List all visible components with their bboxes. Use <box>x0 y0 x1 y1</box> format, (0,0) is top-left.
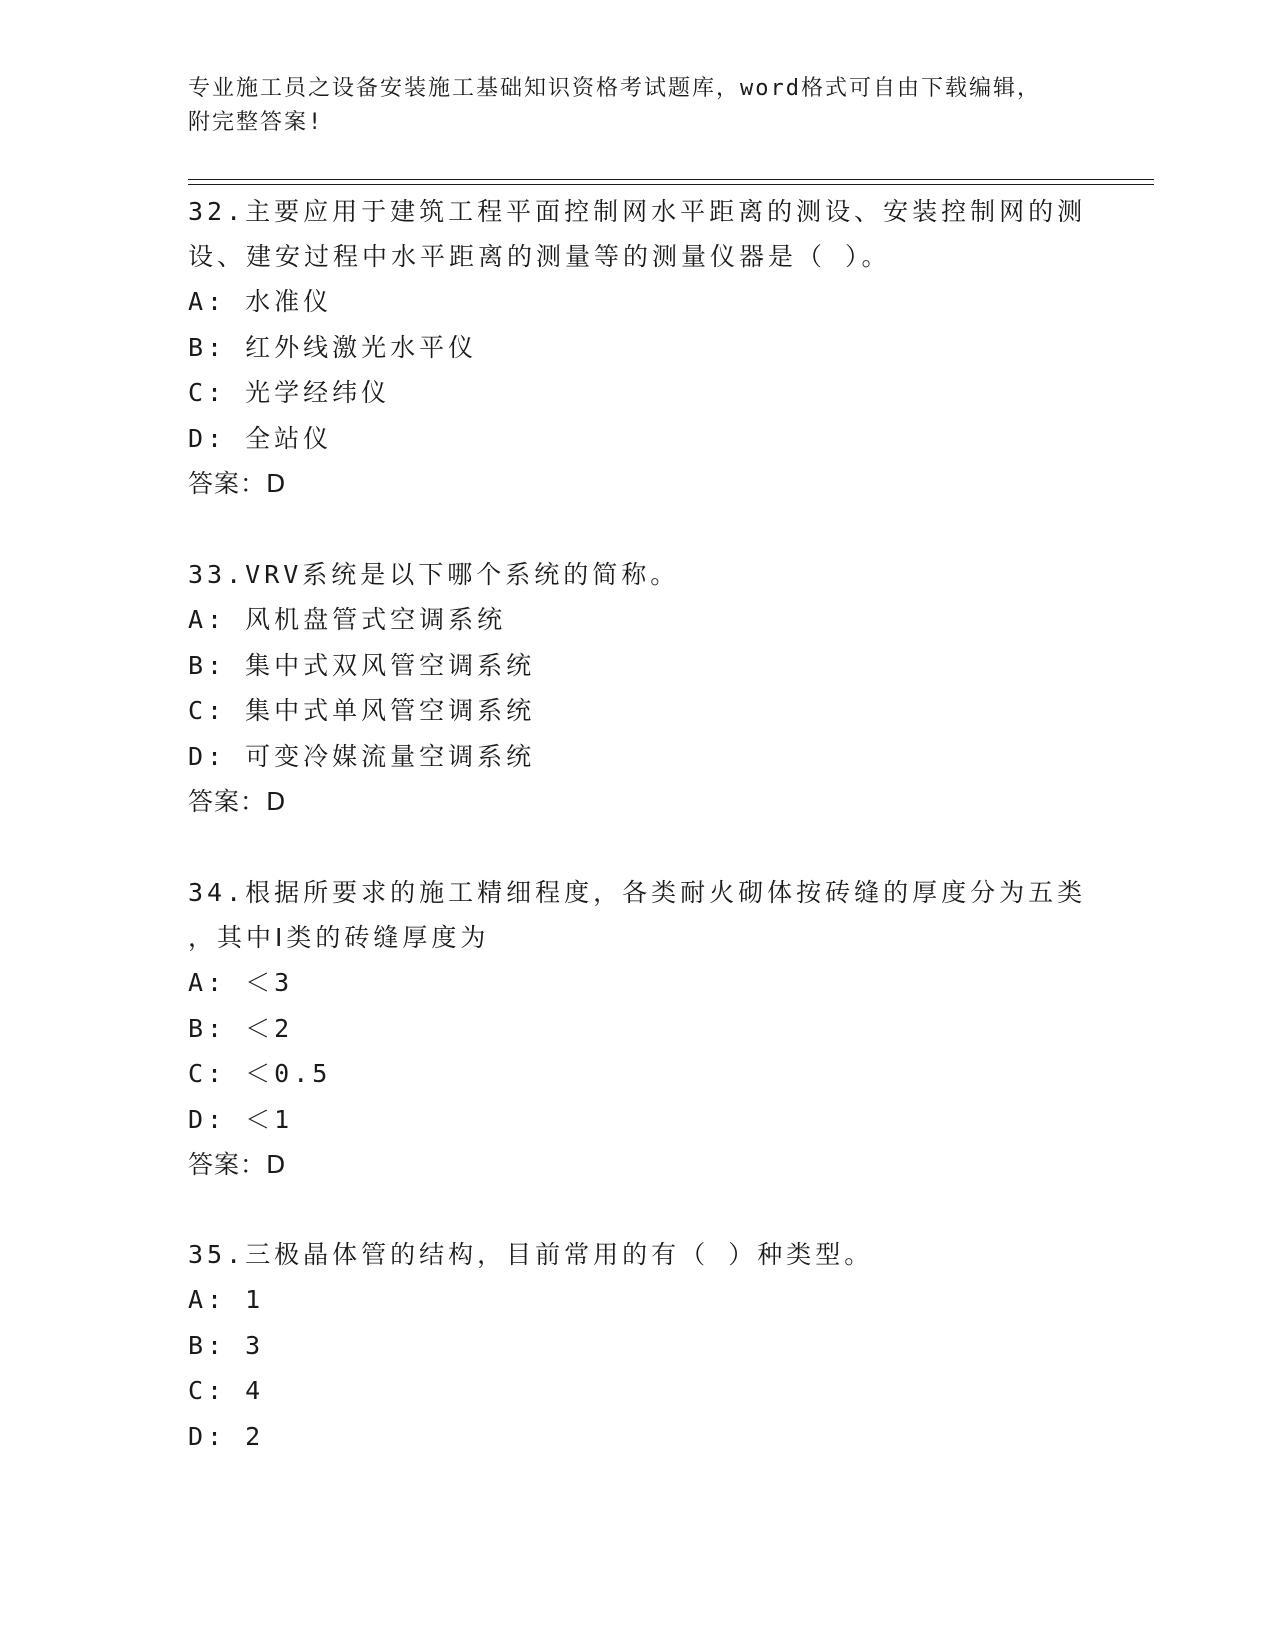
option-b: B: 红外线激光水平仪 <box>188 332 478 362</box>
option-c: C: 光学经纬仪 <box>188 378 391 407</box>
option-c: C: ＜0.5 <box>188 1059 332 1088</box>
option-d: D: 全站仪 <box>188 423 333 453</box>
answer: 答案：D <box>188 469 287 498</box>
option-b: B: 3 <box>188 1330 265 1360</box>
option-a: A: 1 <box>188 1285 265 1314</box>
question-stem-line: 35.三极晶体管的结构，目前常用的有（ ）种类型。 <box>188 1240 874 1269</box>
question-35 <box>188 1232 1088 1459</box>
option-a: A: 水准仪 <box>188 287 333 316</box>
option-c: C: 4 <box>188 1376 265 1405</box>
question-stem-line: 34.根据所要求的施工精细程度，各类耐火砌体按砖缝的厚度分为五类 <box>188 878 1087 907</box>
header-divider-bottom <box>188 184 1154 185</box>
answer: 答案：D <box>188 1150 287 1179</box>
option-a: A: 风机盘管式空调系统 <box>188 605 507 634</box>
document-header <box>188 72 1088 140</box>
header-line-1: 专业施工员之设备安装施工基础知识资格考试题库，word格式可自由下载编辑， <box>188 76 1041 101</box>
option-d: D: 2 <box>188 1421 265 1451</box>
option-b: B: ＜2 <box>188 1013 294 1043</box>
question-32 <box>188 189 1088 506</box>
question-stem-line: ，其中Ⅰ类的砖缝厚度为 <box>188 923 490 952</box>
header-divider-top <box>188 179 1154 180</box>
question-stem-line: 设、建安过程中水平距离的测量等的测量仪器是（ ）。 <box>188 242 891 271</box>
header-line-2: 附完整答案! <box>188 110 324 135</box>
question-34 <box>188 870 1088 1187</box>
option-b: B: 集中式双风管空调系统 <box>188 650 536 680</box>
option-c: C: 集中式单风管空调系统 <box>188 696 536 725</box>
question-33 <box>188 552 1088 824</box>
answer: 答案：D <box>188 787 287 816</box>
option-a: A: ＜3 <box>188 968 294 997</box>
option-d: D: 可变冷媒流量空调系统 <box>188 741 536 771</box>
question-stem-line: 33.VRV系统是以下哪个系统的简称。 <box>188 560 680 589</box>
question-stem-line: 32.主要应用于建筑工程平面控制网水平距离的测设、安装控制网的测 <box>188 197 1087 226</box>
option-d: D: ＜1 <box>188 1104 294 1134</box>
